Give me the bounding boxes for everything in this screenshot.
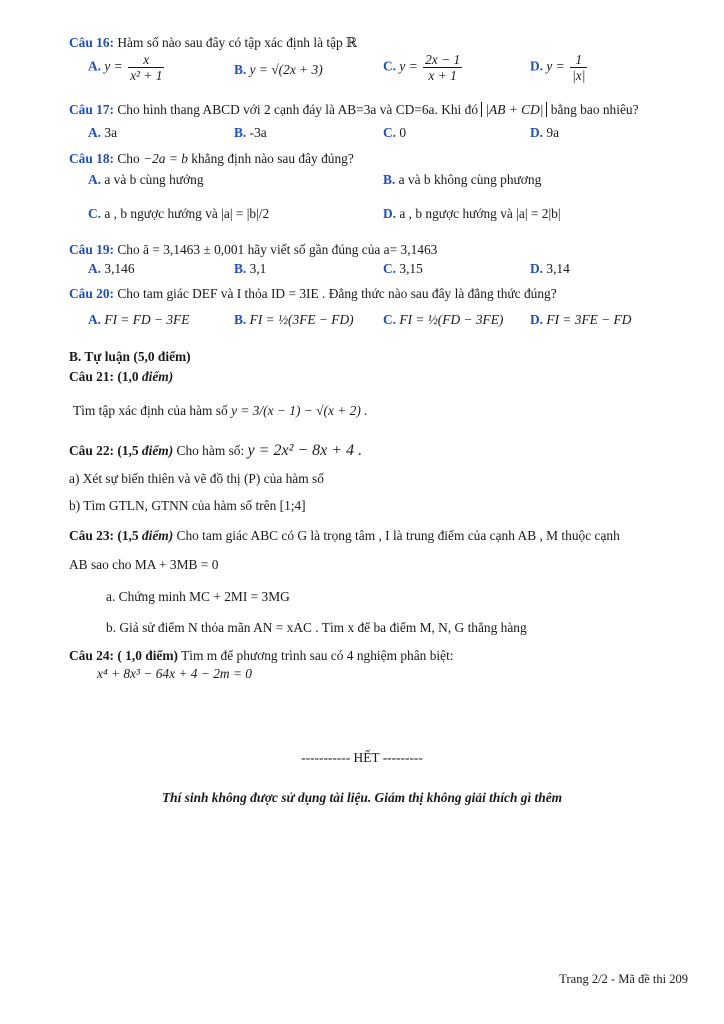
question-21-text: Tìm tập xác định của hàm số bbox=[73, 403, 228, 418]
question-19 bbox=[69, 241, 437, 259]
option-letter: B. bbox=[234, 125, 247, 140]
question-18-text-end: khẳng định nào sau đây đúng? bbox=[191, 151, 354, 166]
option-text: FI = 3FE − FD bbox=[546, 312, 632, 327]
q16-option-c bbox=[383, 52, 464, 83]
question-21-expression: y = 3/(x − 1) − √(x + 2) . bbox=[231, 403, 368, 418]
option-letter: A. bbox=[88, 172, 102, 187]
option-text: 3,15 bbox=[399, 261, 423, 276]
question-16-text: Hàm số nào sau đây có tập xác định là tập ℝ bbox=[117, 35, 358, 50]
option-text: 3,1 bbox=[249, 261, 267, 276]
q18-option-a bbox=[88, 172, 204, 188]
question-17-label: Câu 17: bbox=[69, 102, 115, 117]
question-23-part-b: b. Giả sử điểm N thỏa mãn AN = xAC . Tìm x để ba điểm M, N, G thẳng hàng bbox=[106, 620, 527, 635]
option-letter: C. bbox=[383, 261, 397, 276]
q20-option-d bbox=[530, 312, 631, 328]
option-letter: A. bbox=[88, 312, 102, 327]
question-24 bbox=[69, 647, 454, 665]
denominator: x² + 1 bbox=[130, 68, 163, 83]
option-letter: B. bbox=[234, 261, 247, 276]
option-text: FI = ½(FD − 3FE) bbox=[399, 312, 504, 327]
numerator: x bbox=[128, 52, 164, 68]
question-21-label: Câu 21: (1,0 bbox=[69, 369, 139, 384]
question-22-points: điểm) bbox=[141, 443, 174, 458]
option-text: 9a bbox=[546, 125, 560, 140]
fraction bbox=[128, 52, 164, 83]
question-23-text: Cho tam giác ABC có G là trọng tâm , I là trung điểm của cạnh AB , M thuộc cạnh bbox=[176, 528, 620, 543]
option-letter: C. bbox=[383, 58, 397, 74]
option-text: FI = ½(3FE − FD) bbox=[249, 312, 354, 327]
question-18-text: Cho bbox=[117, 151, 140, 166]
option-text: a và b không cùng phương bbox=[398, 172, 542, 187]
question-21-body bbox=[73, 402, 368, 420]
q16-option-b bbox=[234, 62, 323, 78]
option-text: a , b ngược hướng và |a| = 2|b| bbox=[399, 206, 561, 221]
question-22-part-b: b) Tìm GTLN, GTNN của hàm số trên [1;4] bbox=[69, 498, 306, 513]
part-b-title: B. Tự luận (5,0 điểm) bbox=[69, 349, 191, 364]
question-24-label: Câu 24: ( 1,0 điểm) bbox=[69, 648, 178, 663]
q16-option-d bbox=[530, 52, 589, 83]
option-text: FI = FD − 3FE bbox=[104, 312, 190, 327]
question-22-label: Câu 22: (1,5 bbox=[69, 443, 139, 458]
question-22-text: Cho hàm số: bbox=[176, 443, 245, 458]
question-23-condition: AB sao cho MA + 3MB = 0 bbox=[69, 557, 219, 572]
option-letter: C. bbox=[383, 312, 397, 327]
exam-note: Thí sinh không được sử dụng tài liệu. Giám thị không giải thích gì thêm bbox=[161, 790, 563, 805]
option-letter: B. bbox=[234, 312, 247, 327]
question-22-part-a: a) Xét sự biến thiên và vẽ đồ thị (P) của hàm số bbox=[69, 471, 324, 486]
numerator: 1 bbox=[570, 52, 587, 68]
question-23-label: Câu 23: (1,5 bbox=[69, 528, 139, 543]
denominator: x + 1 bbox=[428, 68, 457, 83]
question-24-equation: x⁴ + 8x³ − 64x + 4 − 2m = 0 bbox=[97, 666, 252, 681]
question-19-label: Câu 19: bbox=[69, 242, 115, 257]
question-22-expression: y = 2x² − 8x + 4 . bbox=[247, 442, 363, 459]
q17-option-a bbox=[88, 125, 117, 141]
question-23-points: điểm) bbox=[141, 528, 174, 543]
option-letter: D. bbox=[383, 206, 397, 221]
question-16 bbox=[69, 34, 357, 52]
question-18-expression: −2a = b bbox=[143, 151, 188, 166]
option-lhs: y = bbox=[399, 58, 418, 74]
question-18 bbox=[69, 150, 354, 168]
option-letter: B. bbox=[383, 172, 396, 187]
option-letter: A. bbox=[88, 261, 102, 276]
option-expression: y = √(2x + 3) bbox=[249, 62, 323, 77]
question-21-heading bbox=[69, 368, 173, 386]
option-text: a , b ngược hướng và |a| = |b|/2 bbox=[104, 206, 270, 221]
q19-option-a bbox=[88, 261, 135, 277]
q17-option-b bbox=[234, 125, 267, 141]
q19-option-d bbox=[530, 261, 570, 277]
denominator: |x| bbox=[572, 68, 586, 83]
q17-option-c bbox=[383, 125, 406, 141]
question-23-part-a: a. Chứng minh MC + 2MI = 3MG bbox=[106, 589, 290, 604]
question-20-text: Cho tam giác DEF và I thỏa ID = 3IE . Đẳng thức nào sau đây là đẳng thức đúng? bbox=[117, 286, 557, 301]
option-text: 0 bbox=[399, 125, 407, 140]
q20-option-a bbox=[88, 312, 189, 328]
question-17-expression: |AB + CD| bbox=[481, 102, 547, 117]
q18-option-d bbox=[383, 206, 561, 222]
question-20-label: Câu 20: bbox=[69, 286, 115, 301]
question-20 bbox=[69, 285, 557, 303]
question-22 bbox=[69, 442, 362, 460]
option-letter: B. bbox=[234, 62, 247, 77]
q19-option-b bbox=[234, 261, 266, 277]
question-18-label: Câu 18: bbox=[69, 151, 115, 166]
option-letter: A. bbox=[88, 125, 102, 140]
option-text: 3,146 bbox=[104, 261, 135, 276]
question-17-text-end: bằng bao nhiêu? bbox=[550, 102, 639, 117]
q18-option-c bbox=[88, 206, 269, 222]
option-text: 3,14 bbox=[546, 261, 570, 276]
fraction bbox=[423, 52, 462, 83]
question-23 bbox=[69, 527, 620, 545]
question-16-label: Câu 16: bbox=[69, 35, 115, 50]
option-letter: D. bbox=[530, 125, 544, 140]
option-letter: D. bbox=[530, 58, 544, 74]
option-letter: A. bbox=[88, 58, 102, 74]
q16-option-a bbox=[88, 52, 166, 83]
option-letter: D. bbox=[530, 261, 544, 276]
q20-option-c bbox=[383, 312, 503, 328]
option-letter: C. bbox=[383, 125, 397, 140]
question-24-text: Tìm m để phương trình sau có 4 nghiệm phân biệt: bbox=[181, 648, 454, 663]
option-text: 3a bbox=[104, 125, 118, 140]
question-19-text: Cho ā = 3,1463 ± 0,001 hãy viết số gần đúng của a= 3,1463 bbox=[117, 242, 438, 257]
option-text: -3a bbox=[249, 125, 267, 140]
q18-option-b bbox=[383, 172, 541, 188]
option-letter: D. bbox=[530, 312, 544, 327]
question-17-text: Cho hình thang ABCD với 2 cạnh đáy là AB=3a và CD=6a. Khi đó bbox=[117, 102, 479, 117]
end-marker: ----------- HẾT --------- bbox=[301, 750, 423, 765]
q17-option-d bbox=[530, 125, 559, 141]
q20-option-b bbox=[234, 312, 354, 328]
option-lhs: y = bbox=[104, 58, 123, 74]
numerator: 2x − 1 bbox=[425, 52, 461, 67]
option-letter: C. bbox=[88, 206, 102, 221]
page-footer: Trang 2/2 - Mã đề thi 209 bbox=[559, 972, 688, 986]
option-lhs: y = bbox=[546, 58, 565, 74]
question-17 bbox=[69, 101, 639, 119]
question-21-points: điểm) bbox=[141, 369, 174, 384]
q19-option-c bbox=[383, 261, 423, 277]
option-text: a và b cùng hướng bbox=[104, 172, 204, 187]
fraction bbox=[570, 52, 587, 83]
